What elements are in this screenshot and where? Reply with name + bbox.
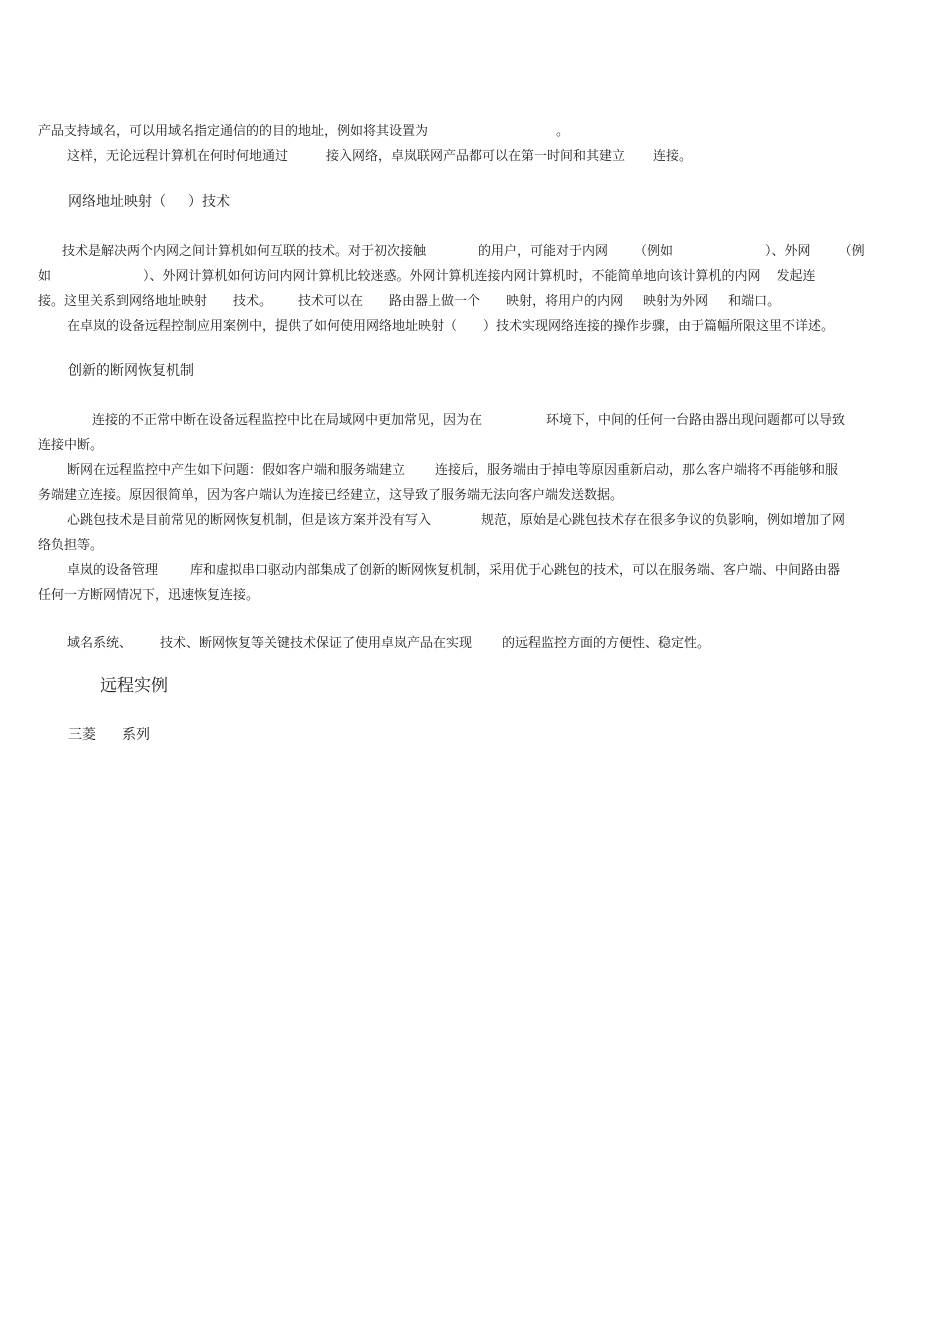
reconnect-paragraph-2-line-1 xyxy=(67,463,838,479)
text-run: 接入网络，卓岚联网产品都可以在第一时间和其建立 xyxy=(326,149,626,164)
reconnect-paragraph-4-line-1 xyxy=(67,563,840,579)
section-heading-nat xyxy=(68,193,230,211)
text-run: 这样，无论远程计算机在何时何地通过 xyxy=(67,149,289,164)
reconnect-paragraph-1-line-1 xyxy=(92,413,845,429)
text-run: （例如 xyxy=(634,244,674,259)
subsection-heading-mitsubishi xyxy=(68,726,150,744)
text-run: 网络地址映射（ xyxy=(68,194,166,210)
text-run: 连接的不正常中断在设备远程监控中比在局域网中更加常见，因为在 xyxy=(92,413,483,428)
text-run: ）、外网计算机如何访问内网计算机比较迷惑。外网计算机连接内网计算机时，不能简单地向该计算机的内网 xyxy=(143,269,761,284)
text-run: 路由器上做一个 xyxy=(389,294,481,309)
nat-paragraph-2 xyxy=(67,319,834,335)
section-heading-reconnect: 创新的断网恢复机制 xyxy=(68,363,194,379)
reconnect-paragraph-1-line-2: 连接中断。 xyxy=(38,438,104,453)
text-run: 和端口。 xyxy=(728,294,781,309)
text-run: （例 xyxy=(838,244,865,259)
reconnect-paragraph-5 xyxy=(67,636,710,652)
text-run: 心跳包技术是目前常见的断网恢复机制，但是该方案并没有写入 xyxy=(67,513,432,528)
text-run: ）技术 xyxy=(188,194,230,210)
reconnect-paragraph-4-line-2: 任何一方断网情况下，迅速恢复连接。 xyxy=(38,588,260,603)
text-run: 三菱 xyxy=(68,727,96,743)
text-run: 环境下，中间的任何一台路由器出现问题都可以导致 xyxy=(546,413,846,428)
text-run: 接。这里关系到网络地址映射 xyxy=(38,294,208,309)
nat-paragraph-1-line-3 xyxy=(38,294,780,310)
text-run: 的远程监控方面的方便性、稳定性。 xyxy=(502,636,711,651)
text-run: 域名系统、 xyxy=(67,636,133,651)
text-run: 技术是解决两个内网之间计算机如何互联的技术。对于初次接触 xyxy=(62,244,427,259)
reconnect-paragraph-3-line-1 xyxy=(67,513,845,529)
section-heading-examples: 远程实例 xyxy=(100,676,168,696)
nat-paragraph-1-line-2 xyxy=(38,269,816,285)
intro-line-1 xyxy=(38,124,569,140)
text-run: 系列 xyxy=(122,727,150,743)
text-run: 规范，原始是心跳包技术存在很多争议的负影响，例如增加了网 xyxy=(481,513,846,528)
text-run: 映射为外网 xyxy=(643,294,709,309)
text-run: 卓岚的设备管理 xyxy=(67,563,159,578)
text-run: 连接。 xyxy=(653,149,693,164)
nat-paragraph-1-line-1 xyxy=(62,244,865,260)
text-run: 。 xyxy=(556,124,570,139)
reconnect-paragraph-2-line-2: 务端建立连接。原因很简单，因为客户端认为连接已经建立，这导致了服务端无法向客户端发送数据。 xyxy=(38,488,624,503)
text-run: 的用户，可能对于内网 xyxy=(478,244,609,259)
text-run: 映射，将用户的内网 xyxy=(506,294,624,309)
text-run: 如 xyxy=(38,269,52,284)
text-run: 连接后，服务端由于掉电等原因重新启动，那么客户端将不再能够和服 xyxy=(435,463,839,478)
text-run: 技术。 xyxy=(233,294,273,309)
text-run: 在卓岚的设备远程控制应用案例中，提供了如何使用网络地址映射（ xyxy=(67,319,458,334)
text-run: ）、外网 xyxy=(765,244,811,259)
text-run: 断网在远程监控中产生如下问题：假如客户端和服务端建立 xyxy=(67,463,406,478)
intro-line-2 xyxy=(67,149,692,165)
text-run: 技术可以在 xyxy=(298,294,364,309)
text-run: 发起连 xyxy=(776,269,816,284)
text-run: 产品支持域名，可以用域名指定通信的的目的地址，例如将其设置为 xyxy=(38,124,429,139)
text-run: ）技术实现网络连接的操作步骤，由于篇幅所限这里不详述。 xyxy=(483,319,835,334)
reconnect-paragraph-3-line-2: 络负担等。 xyxy=(38,538,104,553)
text-run: 技术、断网恢复等关键技术保证了使用卓岚产品在实现 xyxy=(160,636,473,651)
text-run: 库和虚拟串口驱动内部集成了创新的断网恢复机制，采用优于心跳包的技术，可以在服务端、客户端、中间路由器 xyxy=(190,563,841,578)
